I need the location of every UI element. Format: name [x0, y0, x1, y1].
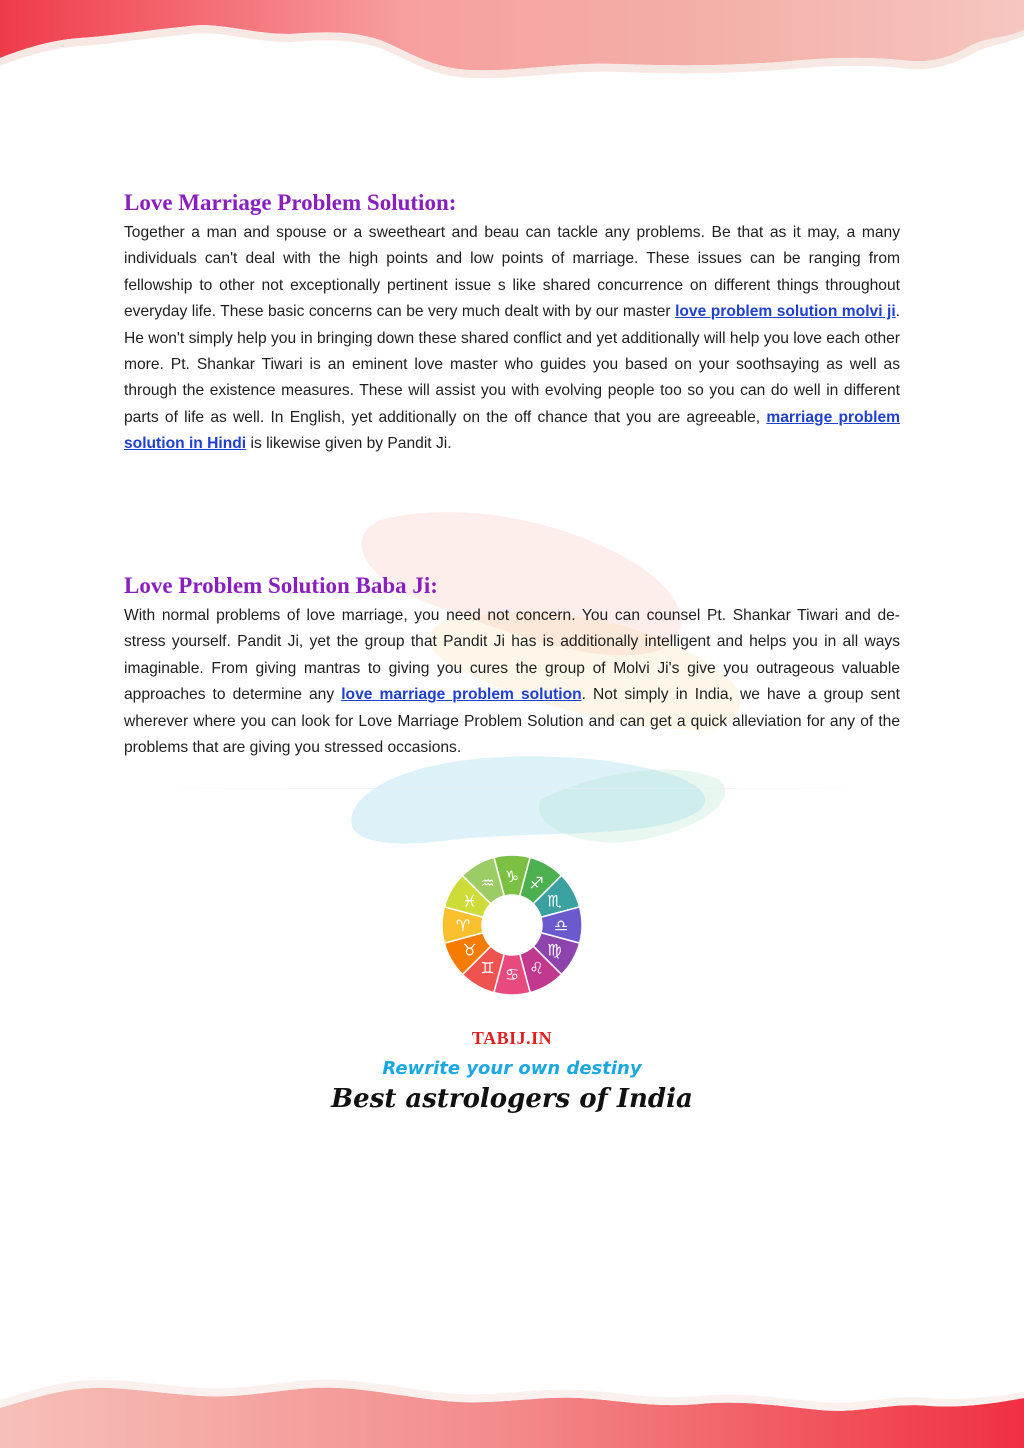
paragraph-text: Together a man and spouse or a sweetheart and beau can tackle any problems. Be that as it may, a many individuals can't deal with the high points and low points of marriage. These issues can be ranging from fellowship to other not exceptionally pertinent issue s like shared concurrence on different things throughout everyday life. These basic concerns can be very much dealt with by our master — [124, 224, 900, 321]
section-paragraph — [124, 603, 900, 761]
zodiac-sign-icon: ♏ — [547, 891, 562, 911]
zodiac-sign-icon: ♑ — [504, 867, 520, 886]
brand-site-name: TABIJ.IN — [471, 1028, 553, 1048]
section-paragraph — [124, 220, 900, 458]
zodiac-sign-icon: ♊ — [480, 958, 495, 978]
zodiac-sign-icon: ♓ — [462, 891, 477, 911]
torn-paper-bottom-border — [0, 1338, 1024, 1448]
section-heading: Love Marriage Problem Solution: — [124, 190, 457, 215]
zodiac-wheel-image — [440, 850, 584, 1000]
section-love-problem-baba-ji — [124, 573, 900, 761]
paragraph-text: With normal problems of love marriage, you need not concern. You can counsel Pt. Shankar Tiwari and de-stress yourself. Pandit Ji, yet the group that Pandit Ji has is additionally intelligent and helps you in all ways imaginable. From giving mantras to giving you cures the group of Molvi Ji's give you outrageous valuable approaches to determine any — [124, 607, 900, 704]
zodiac-sign-icon: ♌ — [529, 958, 544, 978]
section-heading: Love Problem Solution Baba Ji: — [124, 573, 438, 598]
link-marriage-problem-solution-hindi[interactable]: marriage problem solution in Hindi — [124, 408, 900, 453]
paragraph-text: . Not simply in India, we have a group sent wherever where you can look for Love Marriage Problem Solution and can get a quick alleviation for any of the problems that are giving you stressed occasions. — [124, 686, 900, 757]
paragraph-text: is likewise given by Pandit Ji. — [246, 435, 452, 453]
link-love-marriage-problem-solution[interactable]: love marriage problem solution — [341, 686, 582, 704]
section-love-marriage — [124, 190, 900, 458]
zodiac-sign-icon: ♈ — [455, 916, 471, 935]
zodiac-sign-icon: ♎ — [553, 916, 569, 935]
divider — [124, 788, 900, 789]
torn-paper-top-border — [0, 0, 1024, 100]
brand-best-astrologers: Best astrologers of India — [331, 1084, 693, 1114]
zodiac-sign-icon: ♉ — [462, 940, 477, 960]
zodiac-sign-icon: ♒ — [480, 873, 495, 893]
zodiac-sign-icon: ♐ — [529, 873, 544, 893]
zodiac-sign-icon: ♋ — [504, 965, 520, 984]
zodiac-sign-icon: ♍ — [547, 940, 562, 960]
brand-tagline: Rewrite your own destiny — [382, 1058, 642, 1079]
paragraph-text: . He won't simply help you in bringing down these shared conflict and yet additionally will help you love each other more. Pt. Shankar Tiwari is an eminent love master who guides you based on your soothsaying as well as through the existence measures. These will assist you with evolving people too so you can do well in different parts of life as well. In English, yet additionally on the off chance that you are agreeable, — [124, 303, 901, 426]
link-love-problem-solution-molvi-ji[interactable]: love problem solution molvi ji — [675, 303, 896, 321]
